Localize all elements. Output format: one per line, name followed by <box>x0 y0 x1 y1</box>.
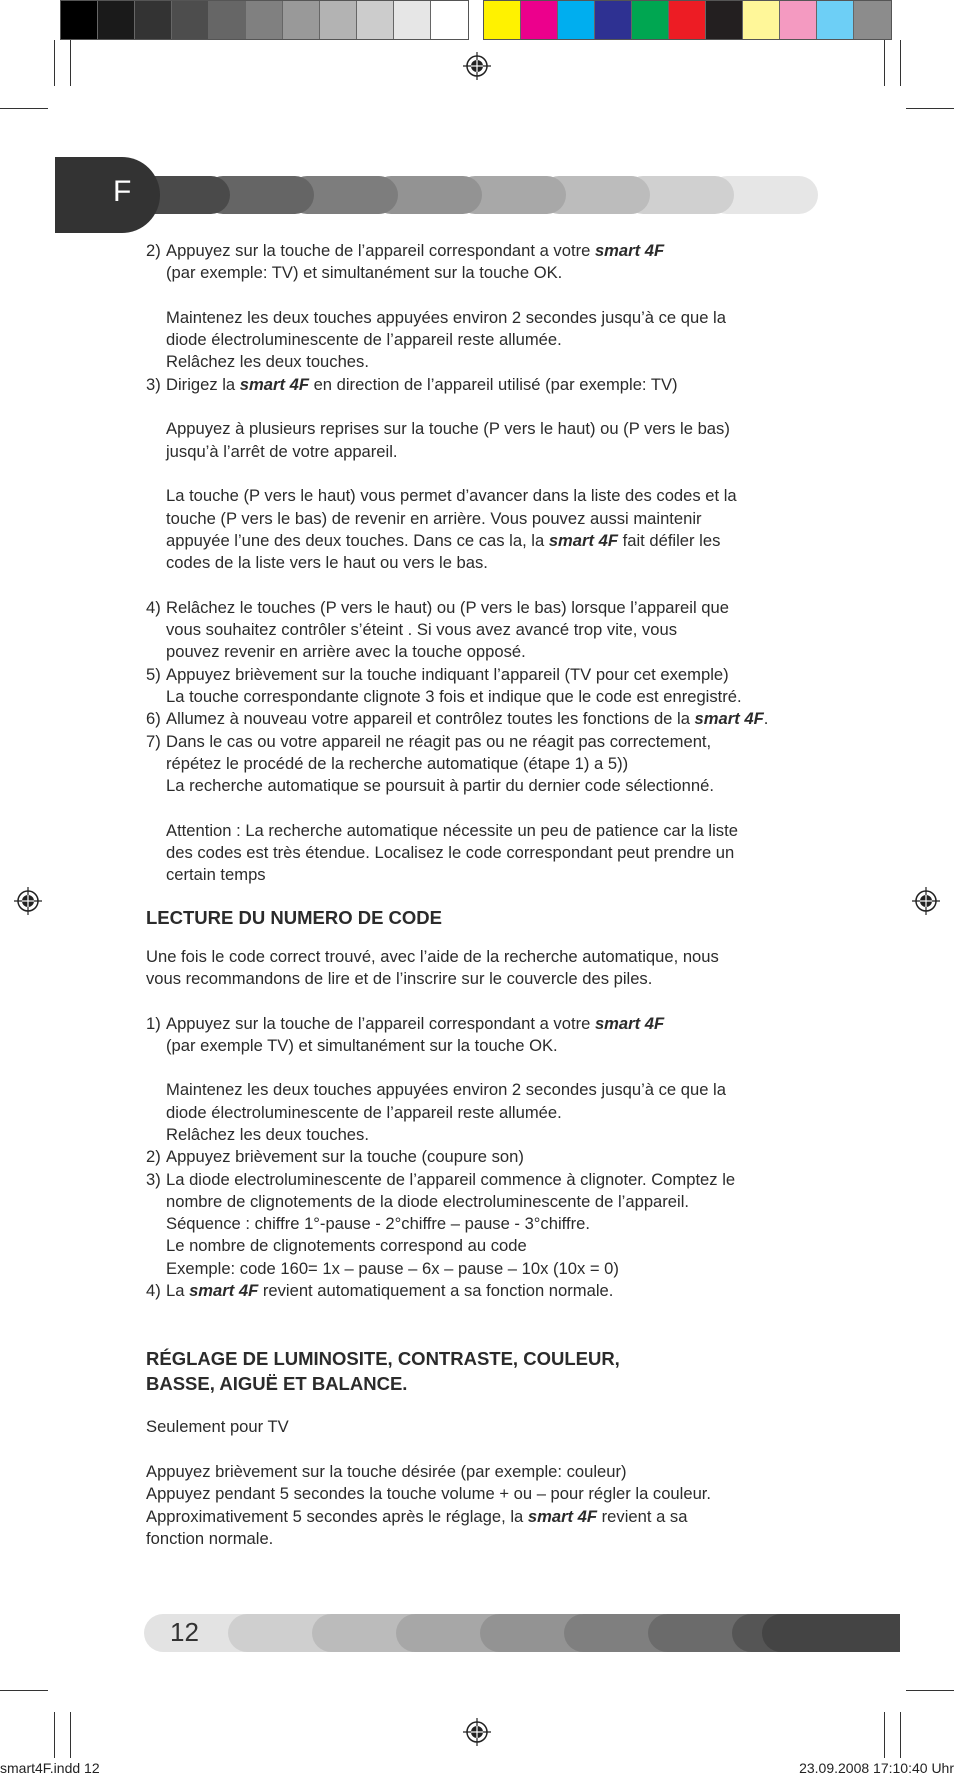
list-item: 3) La diode electroluminescente de l’appareil commence à clignoter. Comptez le nombre de clignotements de la diode electroluminescente de l’appareil. Séquence : chiffre 1°-pause - 2°chiffre – pause - 3°chiffre. Le nombre de clignotements correspond au code Exemple: code 160= 1x – pause – 6x – pause – 10x (10x = 0) <box>146 1169 736 1278</box>
brand-name: smart 4F <box>527 1506 598 1526</box>
brand-name: smart 4F <box>594 241 665 260</box>
paragraph: Appuyez brièvement sur la touche désirée (par exemple: couleur) Appuyez pendant 5 secondes la touche volume + ou – pour régler la couleur. Approximativement 5 secondes après le réglage, la smart 4F revient a sa fonction normale. <box>146 1461 712 1548</box>
list-item: 1) Appuyez sur la touche de l’appareil correspondant a votre smart 4F (par exemple TV) et simultanément sur la touche OK. Maintenez les deux touches appuyées environ 2 secondes jusqu’à ce que la diode électroluminescente de l’appareil reste allumée. Relâchez les deux touches. <box>146 1013 726 1144</box>
registration-mark-icon <box>911 886 941 916</box>
list-item: 4) La smart 4F revient automatiquement a sa fonction normale. <box>146 1281 614 1301</box>
color-swatch <box>669 1 706 39</box>
crop-mark <box>884 40 885 86</box>
color-swatch <box>780 1 817 39</box>
list-item: 5) Appuyez brièvement sur la touche indiquant l’appareil (TV pour cet exemple) La touche correspondante clignote 3 fois et indique que le code est enregistré. <box>146 664 742 706</box>
registration-mark-icon <box>462 51 492 81</box>
page-content <box>146 240 796 1550</box>
color-swatch <box>854 1 891 39</box>
list-item: 3) Dirigez la smart 4F en direction de l’appareil utilisé (par exemple: TV) Appuyez à plusieurs reprises sur la touche (P vers le haut) ou (P vers le bas) jusqu’à l’arrêt de votre appareil. La touche (P vers le haut) vous permet d’avancer dans la liste des codes et la touche (P vers le bas) de revenir en arrière. Vous pouvez aussi maintenir appuyée l’une des deux touches. Dans ce cas la, la smart 4F fait défiler les codes de la liste vers le haut ou vers le bas. <box>146 374 737 573</box>
color-swatch-strip <box>483 0 892 40</box>
color-swatch <box>283 1 320 39</box>
color-swatch <box>135 1 172 39</box>
color-swatch <box>172 1 209 39</box>
color-swatch <box>706 1 743 39</box>
color-swatch <box>817 1 854 39</box>
list-item: 4) Relâchez le touches (P vers le haut) ou (P vers le bas) lorsque l’appareil que vous souhaitez contrôler s’éteint . Si vous avez avancé trop vite, vous pouvez revenir en arrière avec la touche opposé. <box>146 597 729 662</box>
brand-name: smart 4F <box>694 709 764 729</box>
language-tab <box>55 157 160 233</box>
section-heading: RÉGLAGE DE LUMINOSITE, CONTRASTE, COULEUR, BASSE, AIGUË ET BALANCE. <box>146 1348 620 1395</box>
color-swatch <box>595 1 632 39</box>
crop-mark <box>900 40 901 86</box>
crop-mark <box>70 40 71 86</box>
crop-mark <box>906 108 954 109</box>
crop-mark <box>906 1690 954 1691</box>
crop-mark <box>884 1712 885 1758</box>
color-swatch <box>61 1 98 39</box>
list-item: 2) Appuyez sur la touche de l’appareil correspondant a votre smart 4F (par exemple: TV) et simultanément sur la touche OK. Maintenez les deux touches appuyées environ 2 secondes jusqu’à ce que la diode électroluminescente de l’appareil reste allumée. Relâchez les deux touches. <box>146 241 726 372</box>
paragraph: Une fois le code correct trouvé, avec l’aide de la recherche automatique, nous vous recommandons de lire et de l’inscrire sur le couvercle des piles. <box>146 946 719 988</box>
crop-mark <box>0 108 48 109</box>
crop-mark <box>54 40 55 86</box>
color-swatch <box>521 1 558 39</box>
brand-name: smart 4F <box>239 374 309 394</box>
grayscale-swatch-strip <box>60 0 469 40</box>
registration-mark-icon <box>13 886 43 916</box>
list-item: 7) Dans le cas ou votre appareil ne réagit pas ou ne réagit pas correctement, répétez le procédé de la recherche automatique (étape 1) a 5)) La recherche automatique se poursuit à partir du dernier code sélectionné. Attention : La recherche automatique nécessite un peu de patience car la liste des codes est très étendue. Localisez le code correspondant peut prendre un certain temps <box>146 731 738 885</box>
color-swatch <box>246 1 283 39</box>
paragraph: Seulement pour TV <box>146 1417 289 1437</box>
brand-name: smart 4F <box>594 1013 665 1033</box>
section-heading: LECTURE DU NUMERO DE CODE <box>146 906 443 928</box>
color-swatch <box>357 1 394 39</box>
color-swatch <box>558 1 595 39</box>
color-swatch <box>394 1 431 39</box>
crop-mark <box>54 1712 55 1758</box>
crop-mark <box>0 1690 48 1691</box>
brand-name: smart 4F <box>189 1281 259 1301</box>
slug-file-info: smart4F.indd 12 <box>0 1760 100 1776</box>
list-item: 2) Appuyez brièvement sur la touche (coupure son) <box>146 1147 524 1167</box>
registration-mark-icon <box>462 1717 492 1747</box>
page-number: 12 <box>170 1617 199 1647</box>
crop-mark <box>900 1712 901 1758</box>
language-tab-letter: F <box>113 175 132 208</box>
color-swatch <box>632 1 669 39</box>
color-swatch <box>743 1 780 39</box>
brand-name: smart 4F <box>548 530 618 550</box>
color-swatch <box>209 1 246 39</box>
slug-timestamp: 23.09.2008 17:10:40 Uhr <box>799 1760 954 1776</box>
footer-bar-segment <box>762 1614 900 1652</box>
list-item: 6) Allumez à nouveau votre appareil et contrôlez toutes les fonctions de la smart 4F. <box>146 709 769 729</box>
color-swatch <box>98 1 135 39</box>
color-swatch <box>431 1 468 39</box>
color-swatch <box>320 1 357 39</box>
color-swatch <box>484 1 521 39</box>
crop-mark <box>70 1712 71 1758</box>
